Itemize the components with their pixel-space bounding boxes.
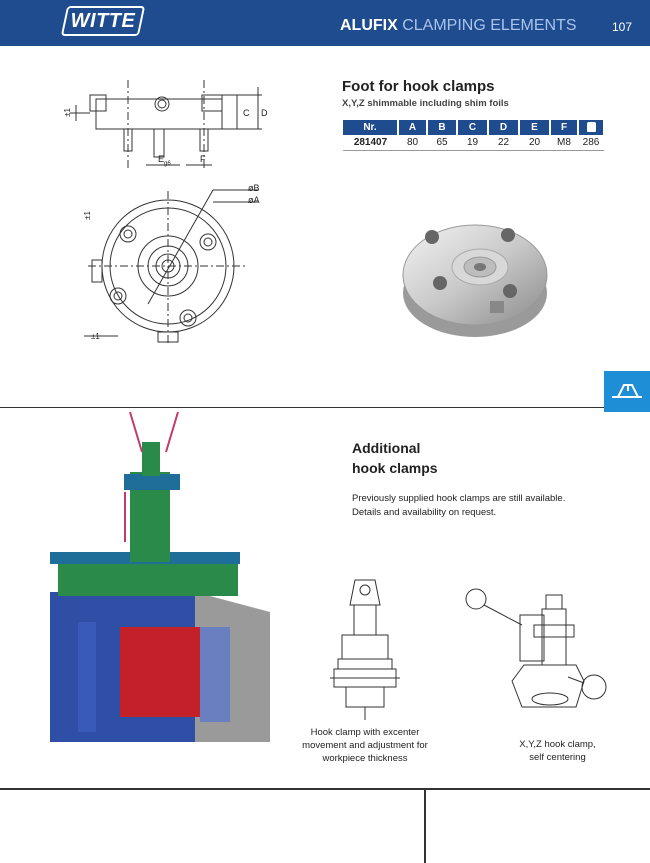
product-photo: [390, 205, 560, 355]
hook-clamp-excenter-drawing: [310, 575, 420, 725]
footer-divider: [0, 788, 650, 790]
clamping-element-tab[interactable]: [604, 371, 650, 412]
dim-f: F: [200, 154, 206, 164]
col-c: C: [457, 120, 488, 135]
xyz-hook-clamp-drawing: [462, 585, 622, 725]
dim-pm1-top-bottom: ±1: [91, 332, 100, 341]
dim-pm1-top-left: ±1: [82, 211, 92, 220]
col-a: A: [398, 120, 427, 135]
footer-vertical-divider: [424, 789, 426, 863]
spec-table-header: [343, 120, 604, 135]
dim-c: C: [243, 108, 250, 118]
weight-icon: [587, 122, 596, 132]
side-view-drawing: [62, 75, 282, 175]
col-e: E: [519, 120, 550, 135]
spec-table: [343, 120, 605, 151]
caption-right: X,Y,Z hook clamp, self centering: [519, 739, 596, 763]
product-subtitle: X,Y,Z shimmable including shim foils: [342, 98, 509, 109]
top-view-drawing: [88, 186, 288, 346]
col-f: F: [550, 120, 578, 135]
dim-oB: øB: [248, 183, 260, 193]
additional-title-line2: hook clamps: [352, 460, 438, 476]
dim-d: D: [261, 108, 268, 118]
page-number: 107: [612, 20, 633, 34]
clamping-element-icon: [604, 371, 650, 412]
section-divider: [0, 407, 604, 408]
col-b: B: [427, 120, 457, 135]
col-d: D: [488, 120, 519, 135]
cad-illustration: [50, 412, 280, 742]
additional-text: Previously supplied hook clamps are still available. Details and availability on request.: [352, 493, 566, 518]
dim-oA: øA: [248, 195, 260, 205]
additional-title-line1: Additional: [352, 440, 421, 456]
col-weight: [578, 120, 604, 135]
product-title: Foot for hook clamps: [342, 78, 495, 95]
dim-e: $E_{g6}$: [158, 154, 171, 167]
col-nr: Nr.: [343, 120, 398, 135]
caption-left: Hook clamp with excenter movement and adjustment for workpiece thickness: [302, 727, 428, 764]
dim-pm1-side: ±1: [62, 108, 72, 117]
page-header: [0, 0, 650, 46]
table-row: 281407 80 65 19 22 20 M8 286: [343, 135, 604, 151]
header-title: ALUFIX CLAMPING ELEMENTS: [340, 17, 577, 34]
witte-logo: WITTE: [61, 6, 145, 36]
